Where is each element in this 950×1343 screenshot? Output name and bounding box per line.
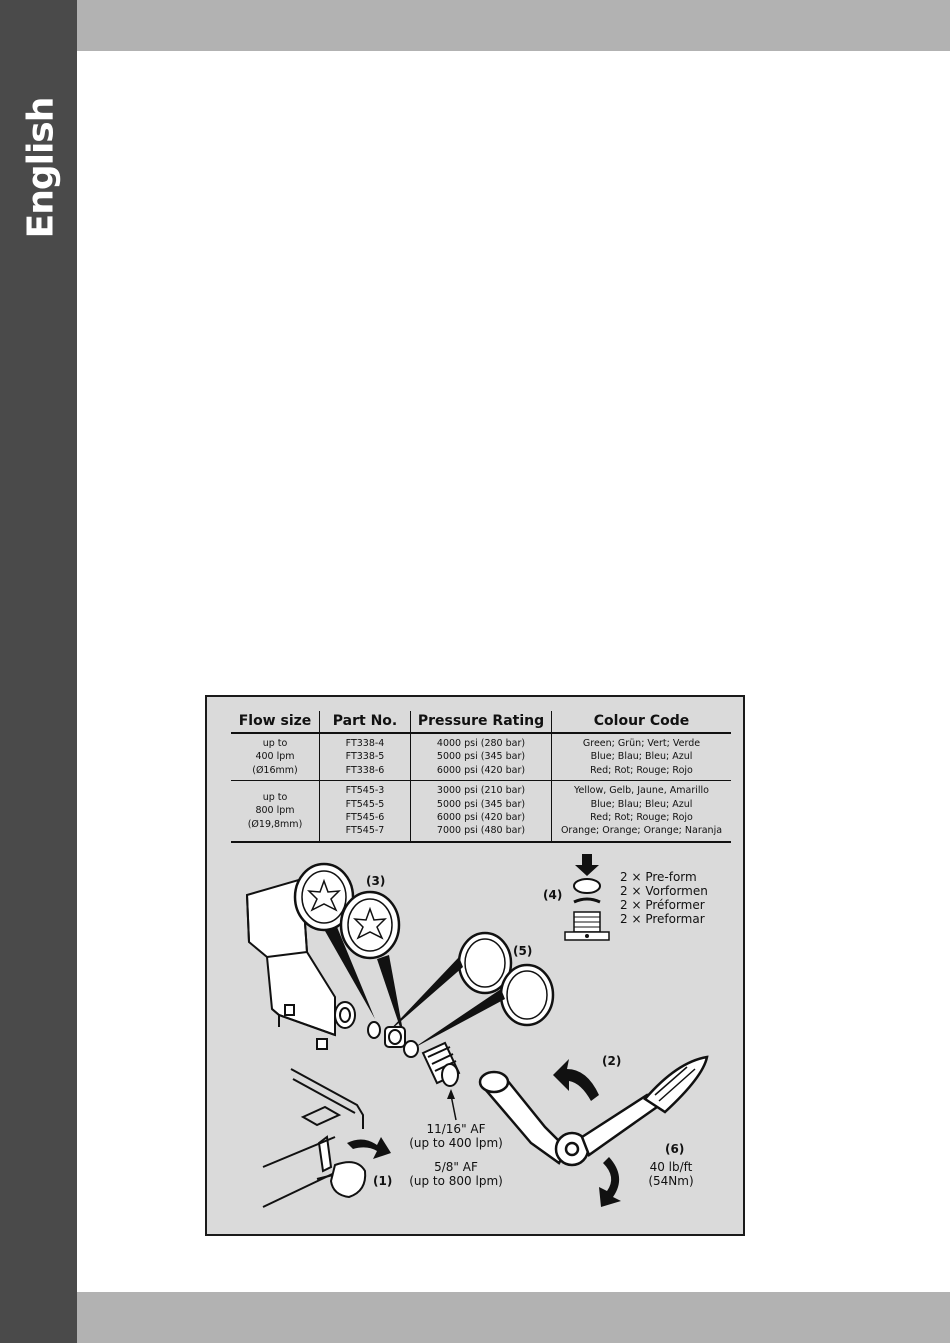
step-6-label: (6) [665,1142,685,1156]
table-row [231,733,731,781]
spanner-800-size: 5/8" AF [434,1160,478,1174]
header-band [77,0,950,51]
valve-parts-illustration [368,1022,459,1086]
header-part-no: Part No. [320,711,411,733]
part-no-cell: FT338-4 FT338-5 FT338-6 [320,733,411,781]
step-3-label: (3) [366,874,386,888]
base-plate-illustration [263,1069,391,1207]
spanner-800-range: (up to 800 lpm) [409,1174,503,1188]
table-header-row [231,711,731,733]
assembly-figure [205,695,745,1236]
header-colour-code: Colour Code [552,711,732,733]
spanner-400-size: 11/16" AF [426,1122,486,1136]
header-flow-size: Flow size [231,711,320,733]
pressure-rating-cell: 4000 psi (280 bar) 5000 psi (345 bar) 6000 psi (420 bar) [411,733,552,781]
preform-line-1: 2 × Pre-form [620,870,697,884]
table-row [231,781,731,842]
spanner-size-pointer [447,1089,456,1120]
step-4-label: (4) [543,888,563,902]
step-5-label: (5) [513,944,533,958]
colour-code-cell: Green; Grün; Vert; Verde Blue; Blau; Bleu; Azul Red; Rot; Rouge; Rojo [552,733,732,781]
torque-metric: (54Nm) [648,1174,694,1188]
pressure-rating-cell: 3000 psi (210 bar) 5000 psi (345 bar) 6000 psi (420 bar) 7000 psi (480 bar) [411,781,552,842]
step-1-label: (1) [373,1174,393,1188]
preform-line-3: 2 × Préformer [620,898,705,912]
preform-line-4: 2 × Preformar [620,912,705,926]
torque-value: 40 lb/ft [649,1160,693,1174]
check-valve-spec-table [231,711,731,843]
step-2-label: (2) [602,1054,622,1068]
footer-band [77,1292,950,1343]
flow-size-cell: up to 400 lpm (Ø16mm) [231,733,320,781]
language-sidebar [0,0,77,1343]
spanner-400-range: (up to 400 lpm) [409,1136,503,1150]
flow-size-cell: up to 800 lpm (Ø19,8mm) [231,781,320,842]
preform-line-2: 2 × Vorformen [620,884,708,898]
part-no-cell: FT545-3 FT545-5 FT545-6 FT545-7 [320,781,411,842]
header-pressure-rating: Pressure Rating [411,711,552,733]
preform-seal-illustration [565,854,609,940]
colour-code-cell: Yellow, Gelb, Jaune, Amarillo Blue; Blau; Bleu; Azul Red; Rot; Rouge; Rojo Orange; Orange; Orange; Naranja [552,781,732,842]
language-label: English [20,97,62,239]
